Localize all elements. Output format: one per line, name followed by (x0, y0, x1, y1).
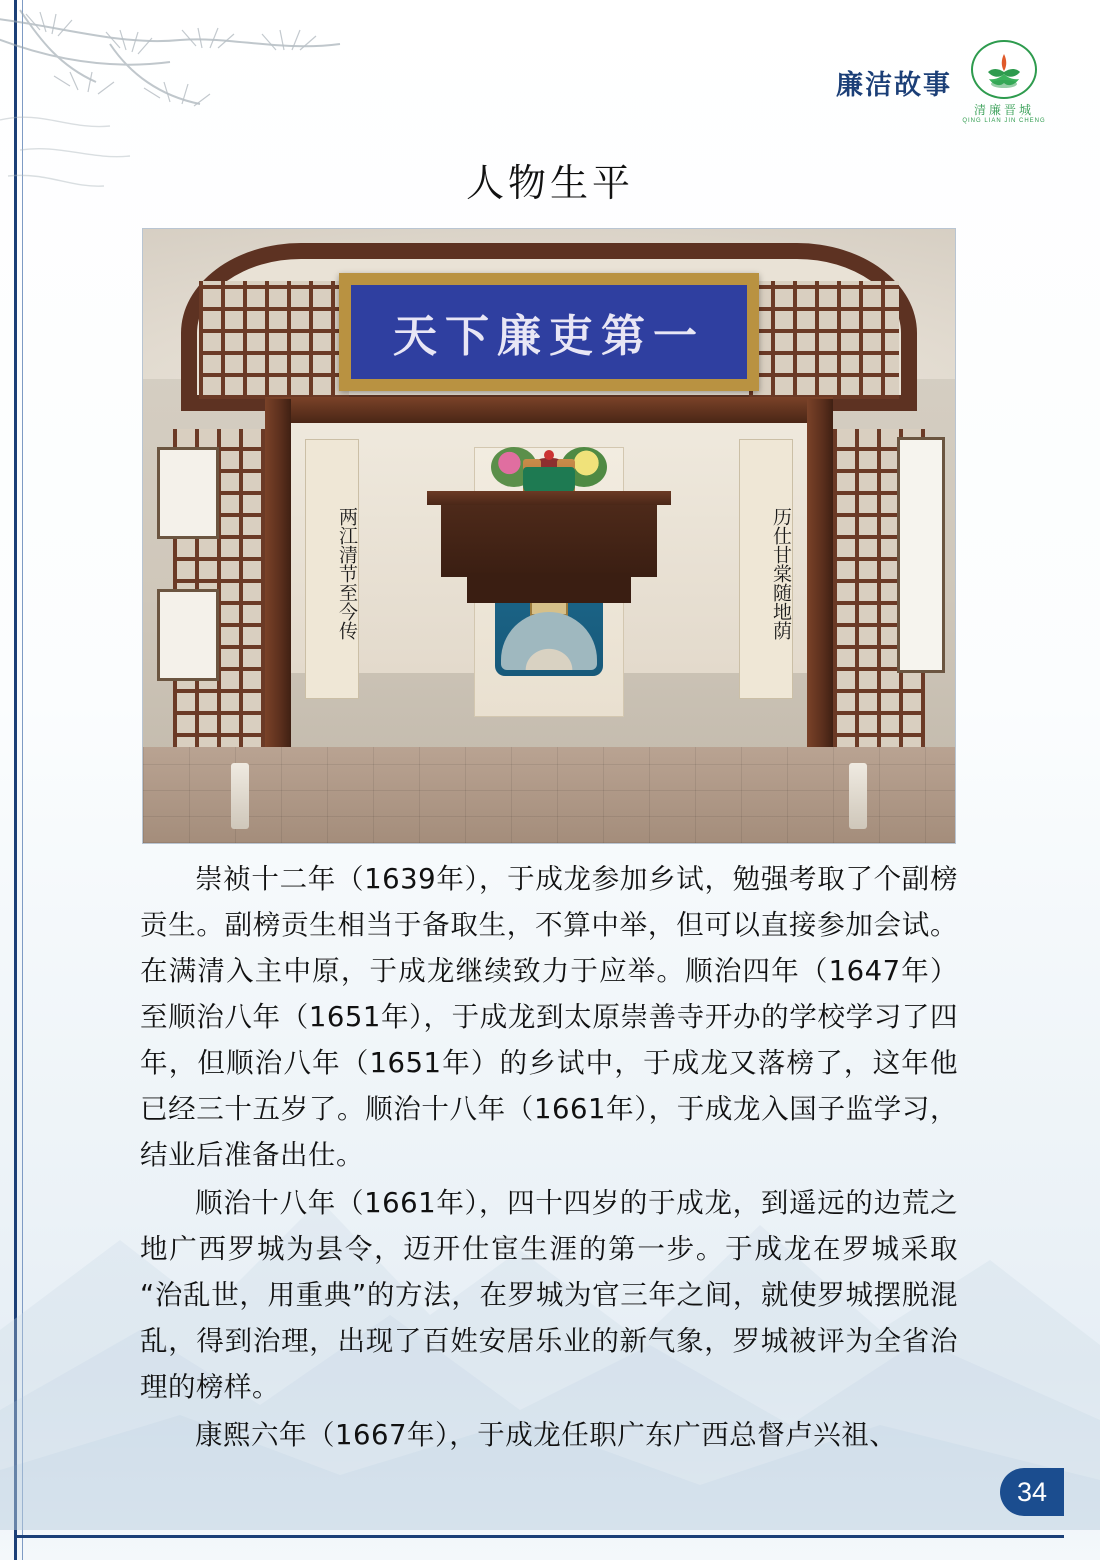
paragraph-1: 崇祯十二年（1639年），于成龙参加乡试，勉强考取了个副榜贡生。副榜贡生相当于备取生，不算中举，但可以直接参加会试。在满清入主中原，于成龙继续致力于应举。顺治四年（1647年）至顺治八年（1651年），于成龙到太原崇善寺开办的学校学习了四年，但顺治八年（1651年）的乡试中，于成龙又落榜了，这年他已经三十五岁了。顺治十八年（1661年），于成龙入国子监学习，结业后准备出仕。 (140, 863, 958, 1171)
wall-frame-3 (897, 437, 945, 673)
wall-frame-2 (157, 589, 219, 681)
couplet-right: 历仕甘棠随地荫 (739, 439, 793, 699)
lattice-panel-left (199, 281, 349, 399)
page-header (836, 40, 1046, 124)
lotus-icon (971, 40, 1037, 99)
stone-rail-right (849, 763, 867, 829)
page-title: 人物生平 (465, 161, 634, 205)
paragraph-3: 康熙六年（1667年），于成龙任职广东广西总督卢兴祖、 (195, 1419, 898, 1451)
memorial-hall-photo (142, 228, 956, 844)
stone-rail-left (231, 763, 249, 829)
page-border-left (14, 0, 17, 1560)
wall-frame-1 (157, 447, 219, 539)
pine-branch-decoration-icon (0, 0, 370, 250)
couplet-left: 两江清节至今传 (305, 439, 359, 699)
logo-text-cn: 清廉晋城 (973, 103, 1034, 117)
lattice-panel-right (749, 281, 899, 399)
article-body (140, 856, 958, 1460)
page-border-left-inner (22, 0, 23, 1560)
page-number-badge: 34 (1000, 1468, 1064, 1516)
page-border-bottom (14, 1535, 1064, 1538)
logo-text-en: QING LIAN JIN CHENG (962, 118, 1046, 124)
brand-logo (962, 40, 1046, 124)
header-title: 廉洁故事 (836, 69, 952, 101)
paragraph-2: 顺治十八年（1661年），四十四岁的于成龙，到遥远的边荒之地广西罗城为县令，迈开仕宦生涯的第一步。于成龙在罗城采取“治乱世，用重典”的方法，在罗城为官三年之间，就使罗城摆脱混乱，得到治理，出现了百姓安居乐业的新气象，罗城被评为全省治理的榜样。 (140, 1187, 958, 1403)
hall-plaque (339, 273, 759, 391)
altar-table (441, 503, 657, 577)
plaque-text: 天下廉吏第一 (393, 311, 705, 362)
